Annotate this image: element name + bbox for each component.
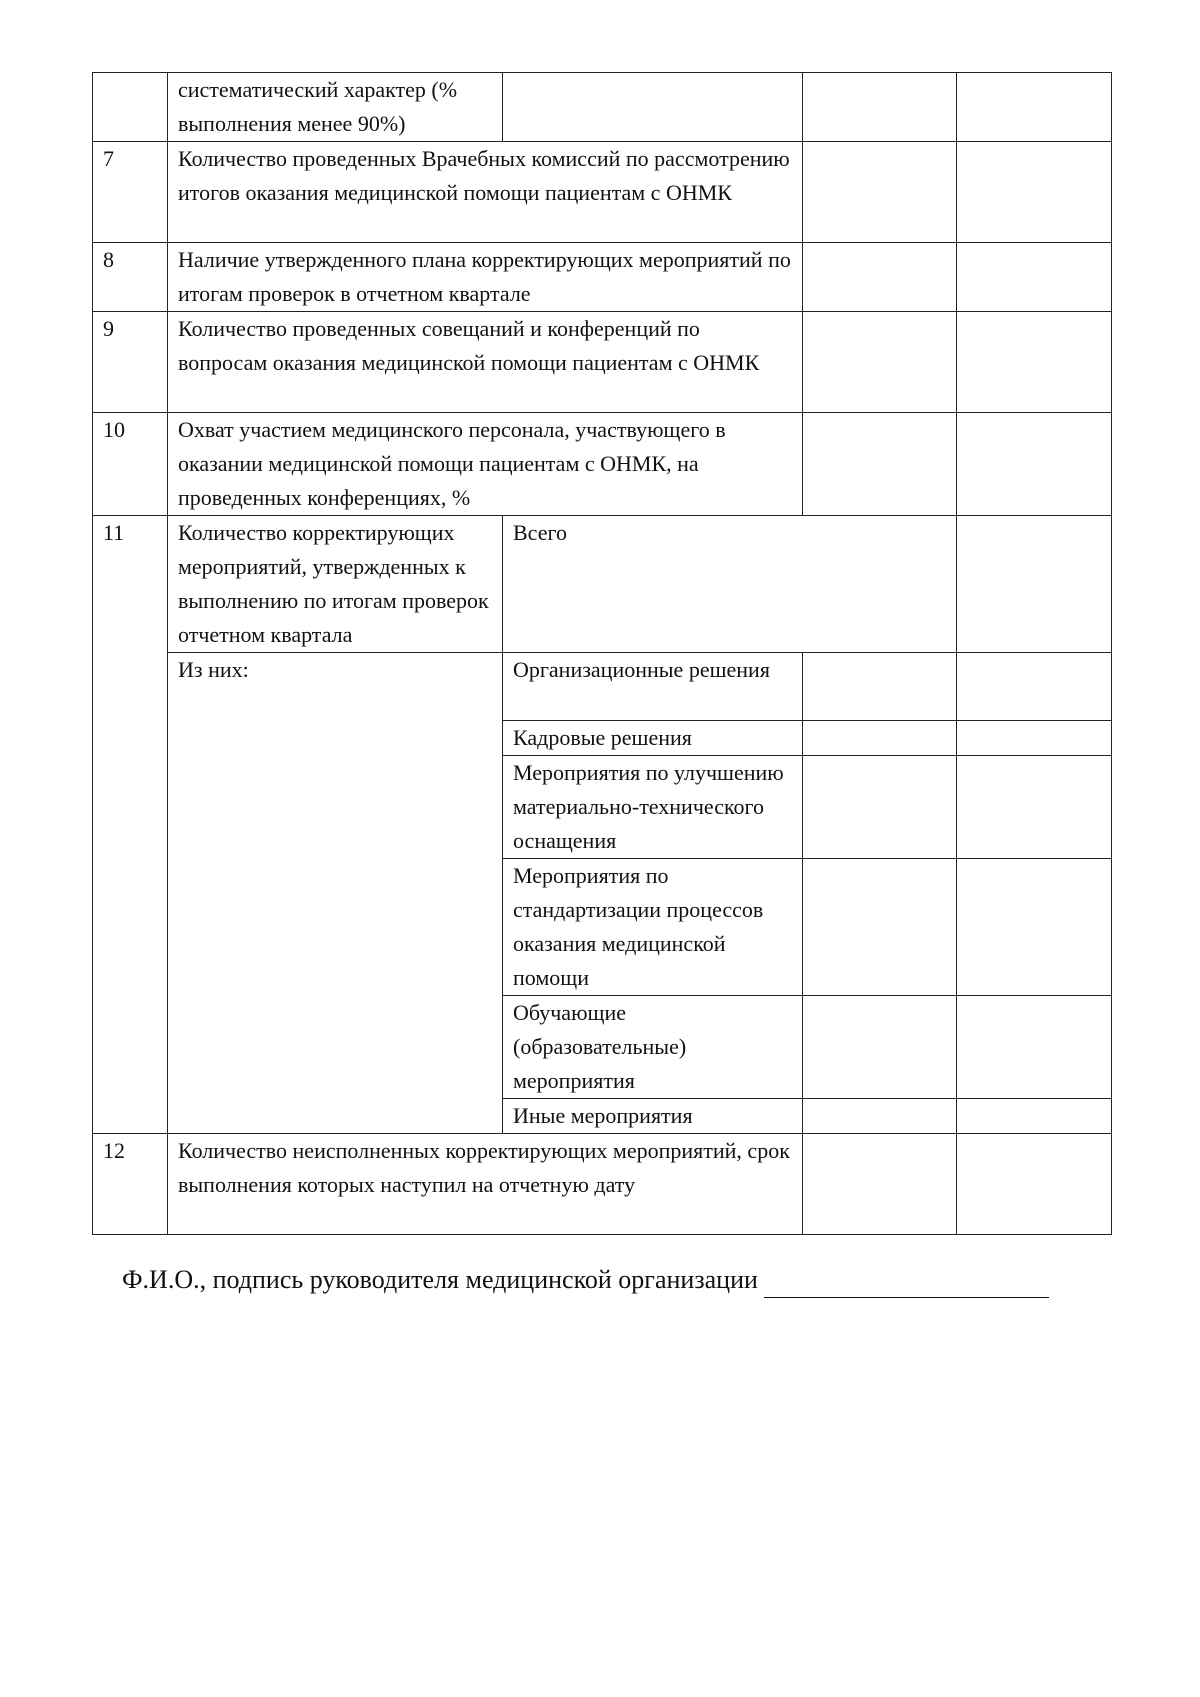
- row-number: 7: [93, 142, 168, 243]
- row-number: 11: [93, 516, 168, 1134]
- sub-item: Мероприятия по стандартизации процессов оказания медицинской помощи: [503, 859, 803, 996]
- table-row: [93, 73, 1112, 142]
- value-cell: [957, 756, 1112, 859]
- value-cell: [957, 996, 1112, 1099]
- signature-label: Ф.И.О., подпись руководителя медицинской организации: [122, 1265, 758, 1294]
- value-cell: [957, 142, 1112, 243]
- table-row: [93, 312, 1112, 413]
- table-row: [93, 653, 1112, 721]
- of-them-label: Из них:: [168, 653, 503, 1134]
- row-text: систематический характер (% выполнения менее 90%): [168, 73, 503, 142]
- value-cell: [957, 859, 1112, 996]
- value-cell: [803, 73, 957, 142]
- value-cell: [803, 312, 957, 413]
- value-cell: [803, 756, 957, 859]
- total-label: Всего: [503, 516, 957, 653]
- value-cell: [957, 312, 1112, 413]
- value-cell: [957, 413, 1112, 516]
- table-row: [93, 516, 1112, 653]
- value-cell: [957, 1134, 1112, 1235]
- row-number: 8: [93, 243, 168, 312]
- row-text: Наличие утвержденного плана корректирующих мероприятий по итогам проверок в отчетном квартале: [168, 243, 803, 312]
- row-number: 9: [93, 312, 168, 413]
- row-number: 10: [93, 413, 168, 516]
- row-number: [93, 73, 168, 142]
- value-cell: [803, 243, 957, 312]
- value-cell: [803, 1134, 957, 1235]
- value-cell: [957, 721, 1112, 756]
- value-cell: [803, 142, 957, 243]
- row-text: Количество проведенных совещаний и конференций по вопросам оказания медицинской помощи пациентам с ОНМК: [168, 312, 803, 413]
- row-number: 12: [93, 1134, 168, 1235]
- row-text: Количество неисполненных корректирующих мероприятий, срок выполнения которых наступил на отчетную дату: [168, 1134, 803, 1235]
- sub-item: Обучающие (образовательные) мероприятия: [503, 996, 803, 1099]
- signature-block: [122, 1262, 1049, 1298]
- row-text: Количество проведенных Врачебных комиссий по рассмотрению итогов оказания медицинской помощи пациентам с ОНМК: [168, 142, 803, 243]
- value-cell: [803, 721, 957, 756]
- sub-item: Мероприятия по улучшению материально-технического оснащения: [503, 756, 803, 859]
- value-cell: [957, 243, 1112, 312]
- value-cell: [957, 653, 1112, 721]
- value-cell: [957, 1099, 1112, 1134]
- value-cell: [803, 859, 957, 996]
- value-cell: [803, 996, 957, 1099]
- table-row: [93, 142, 1112, 243]
- report-table: [92, 72, 1112, 1235]
- value-cell: [803, 1099, 957, 1134]
- value-cell: [957, 73, 1112, 142]
- sub-item: Организационные решения: [503, 653, 803, 721]
- table-row: [93, 243, 1112, 312]
- sub-item: Кадровые решения: [503, 721, 803, 756]
- value-cell: [957, 516, 1112, 653]
- sub-item: Иные мероприятия: [503, 1099, 803, 1134]
- row-text: Охват участием медицинского персонала, участвующего в оказании медицинской помощи пациентам с ОНМК, на проведенных конференциях, %: [168, 413, 803, 516]
- table-row: [93, 413, 1112, 516]
- row-text: Количество корректирующих мероприятий, утвержденных к выполнению по итогам проверок отчетном квартала: [168, 516, 503, 653]
- empty-cell: [503, 73, 803, 142]
- signature-line[interactable]: [764, 1269, 1049, 1298]
- value-cell: [803, 413, 957, 516]
- table-row: [93, 1134, 1112, 1235]
- value-cell: [803, 653, 957, 721]
